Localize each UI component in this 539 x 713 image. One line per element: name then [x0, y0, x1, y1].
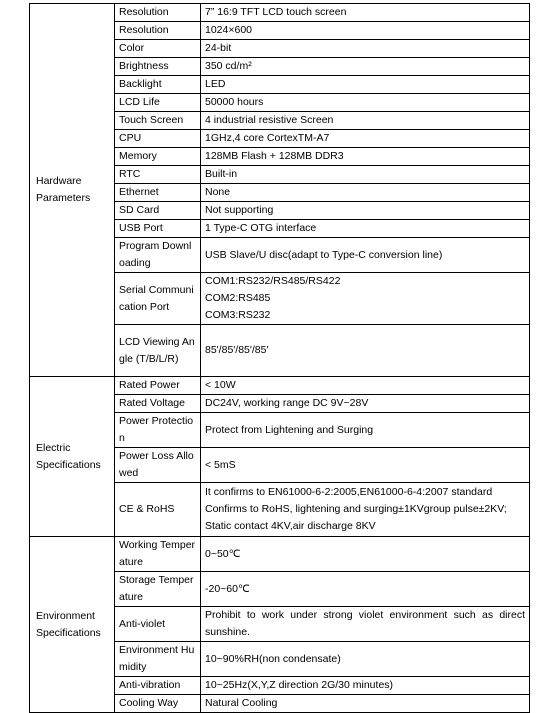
spec-value-storage-temperature: -20~60℃ — [201, 572, 530, 607]
spec-label-anti-violet: Anti-violet — [115, 607, 201, 642]
spec-label-usb-port: USB Port — [115, 220, 201, 238]
spec-label-lcd-viewing-angle-t-b-l-r: LCD Viewing Angle (T/B/L/R) — [115, 325, 201, 377]
spec-value-environment-humidity: 10~90%RH(non condensate) — [201, 642, 530, 677]
spec-row — [30, 4, 530, 22]
spec-value-anti-violet: Prohibit to work under strong violet environment such as direct sunshine. — [201, 607, 530, 642]
spec-label-power-protection: Power Protection — [115, 413, 201, 448]
spec-label-ethernet: Ethernet — [115, 184, 201, 202]
spec-row — [30, 377, 530, 395]
spec-value-brightness: 350 cd/m² — [201, 58, 530, 76]
section-category: Hardware Parameters — [30, 4, 115, 377]
spec-value-cpu: 1GHz,4 core CortexTM-A7 — [201, 130, 530, 148]
spec-value-rated-power: < 10W — [201, 377, 530, 395]
spec-value-ce-rohs: It confirms to EN61000-6-2:2005,EN61000-6-4:2007 standard Confirms to RoHS, lightening and surging±1KVgroup pulse±2KV; Static contact 4KV,air discharge 8KV — [201, 483, 530, 537]
spec-label-rated-power: Rated Power — [115, 377, 201, 395]
spec-value-sd-card: Not supporting — [201, 202, 530, 220]
spec-value-power-loss-allowed: < 5mS — [201, 448, 530, 483]
spec-value-usb-port: 1 Type-C OTG interface — [201, 220, 530, 238]
spec-label-cpu: CPU — [115, 130, 201, 148]
spec-label-storage-temperature: Storage Temperature — [115, 572, 201, 607]
spec-label-rtc: RTC — [115, 166, 201, 184]
spec-label-lcd-life: LCD Life — [115, 94, 201, 112]
spec-value-color: 24-bit — [201, 40, 530, 58]
spec-label-working-temperature: Working Temperature — [115, 537, 201, 572]
spec-table — [29, 3, 530, 713]
section-category: Environment Specifications — [30, 537, 115, 713]
spec-value-serial-communication-port: COM1:RS232/RS485/RS422 COM2:RS485 COM3:RS232 — [201, 273, 530, 325]
spec-label-cooling-way: Cooling Way — [115, 695, 201, 713]
spec-label-environment-humidity: Environment Humidity — [115, 642, 201, 677]
spec-label-anti-vibration: Anti-vibration — [115, 677, 201, 695]
spec-value-power-protection: Protect from Lightening and Surging — [201, 413, 530, 448]
spec-label-serial-communication-port: Serial Communication Port — [115, 273, 201, 325]
spec-value-cooling-way: Natural Cooling — [201, 695, 530, 713]
spec-label-program-downloading: Program Downloading — [115, 238, 201, 273]
spec-label-touch-screen: Touch Screen — [115, 112, 201, 130]
spec-value-working-temperature: 0~50℃ — [201, 537, 530, 572]
spec-label-sd-card: SD Card — [115, 202, 201, 220]
spec-row — [30, 537, 530, 572]
spec-label-ce-rohs: CE & RoHS — [115, 483, 201, 537]
spec-label-color: Color — [115, 40, 201, 58]
spec-value-rtc: Built-in — [201, 166, 530, 184]
spec-label-resolution: Resolution — [115, 22, 201, 40]
spec-label-rated-voltage: Rated Voltage — [115, 395, 201, 413]
section-category: Electric Specifications — [30, 377, 115, 537]
spec-label-resolution: Resolution — [115, 4, 201, 22]
spec-value-program-downloading: USB Slave/U disc(adapt to Type-C conversion line) — [201, 238, 530, 273]
spec-value-ethernet: None — [201, 184, 530, 202]
spec-label-power-loss-allowed: Power Loss Allowed — [115, 448, 201, 483]
spec-value-lcd-life: 50000 hours — [201, 94, 530, 112]
spec-value-anti-vibration: 10~25Hz(X,Y,Z direction 2G/30 minutes) — [201, 677, 530, 695]
spec-label-brightness: Brightness — [115, 58, 201, 76]
spec-value-resolution: 1024×600 — [201, 22, 530, 40]
spec-label-backlight: Backlight — [115, 76, 201, 94]
spec-value-lcd-viewing-angle-t-b-l-r: 85'/85'/85'/85' — [201, 325, 530, 377]
spec-label-memory: Memory — [115, 148, 201, 166]
spec-value-memory: 128MB Flash + 128MB DDR3 — [201, 148, 530, 166]
spec-value-backlight: LED — [201, 76, 530, 94]
spec-value-rated-voltage: DC24V, working range DC 9V~28V — [201, 395, 530, 413]
spec-value-resolution: 7” 16:9 TFT LCD touch screen — [201, 4, 530, 22]
spec-value-touch-screen: 4 industrial resistive Screen — [201, 112, 530, 130]
